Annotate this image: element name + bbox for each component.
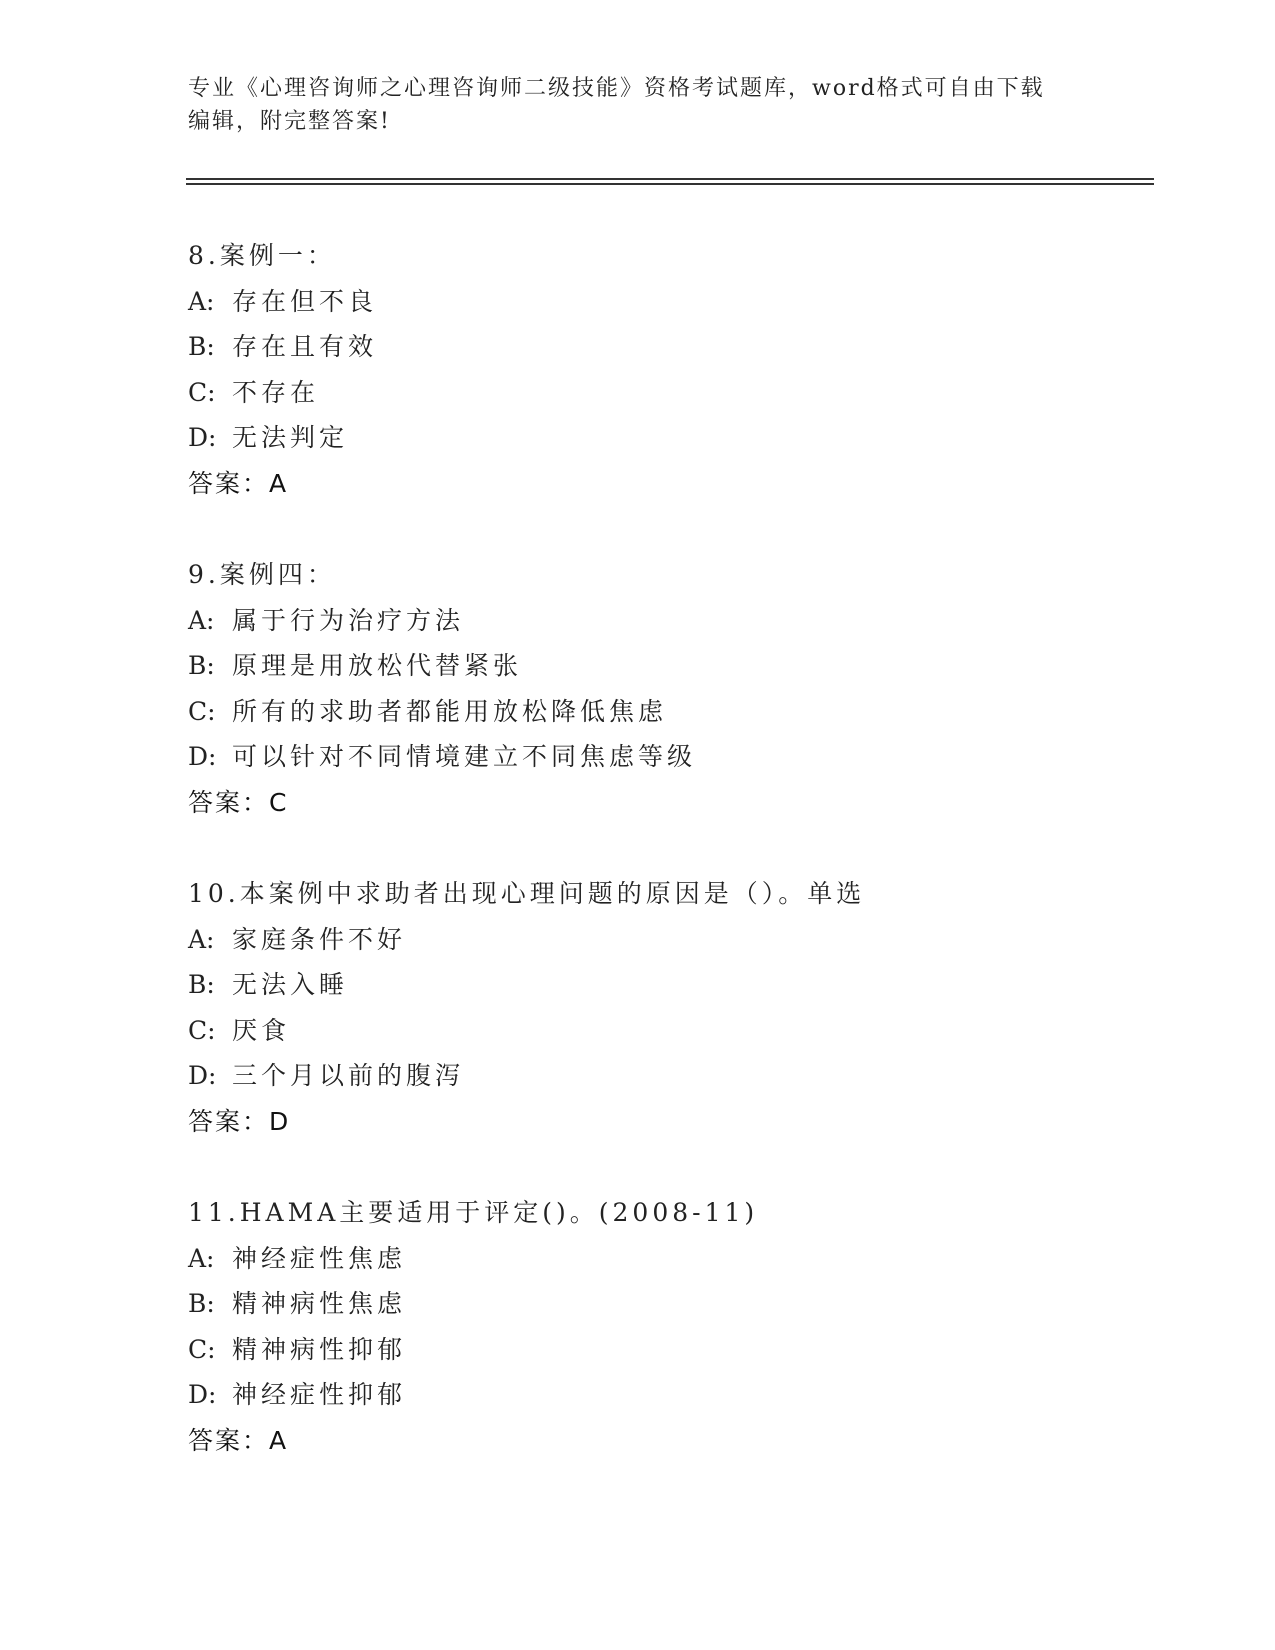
option-c: [188, 689, 1148, 735]
question-title: 8.案例一：: [188, 241, 336, 270]
option-text: 厌食: [232, 1015, 291, 1045]
option-letter: A:: [188, 924, 215, 954]
option-b: [188, 643, 1148, 689]
option-text: 存在且有效: [232, 332, 378, 361]
option-d: [188, 734, 1148, 780]
question-title: 10.本案例中求助者出现心理问题的原因是（）。单选: [188, 879, 866, 908]
option-letter: C:: [188, 696, 216, 726]
option-d: [188, 1372, 1148, 1418]
option-text: 家庭条件不好: [232, 924, 407, 954]
option-a: [188, 598, 1148, 644]
option-d: [188, 415, 1148, 461]
document-header: [188, 72, 1088, 138]
option-c: [188, 1008, 1148, 1054]
option-letter: B:: [188, 332, 215, 361]
option-letter: C:: [188, 377, 216, 407]
option-a: [188, 1236, 1148, 1282]
option-text: 原理是用放松代替紧张: [232, 651, 523, 680]
option-letter: A:: [188, 605, 215, 635]
question-block: [188, 1190, 1148, 1463]
option-letter: B:: [188, 651, 215, 680]
option-text: 精神病性抑郁: [232, 1334, 407, 1364]
option-text: 无法入睡: [232, 970, 349, 999]
option-letter: D:: [188, 742, 217, 771]
answer-line: 答案：D: [188, 1106, 291, 1136]
option-letter: C:: [188, 1334, 216, 1364]
answer-line: 答案：A: [188, 468, 289, 498]
answer-line: 答案：C: [188, 787, 289, 817]
option-text: 三个月以前的腹泻: [232, 1061, 465, 1090]
option-text: 存在但不良: [232, 286, 378, 316]
question-block: [188, 233, 1148, 506]
option-b: [188, 962, 1148, 1008]
option-letter: B:: [188, 970, 215, 999]
header-line-1: 专业《心理咨询师之心理咨询师二级技能》资格考试题库，word格式可自由下载: [188, 76, 1045, 101]
header-divider-bottom: [186, 183, 1154, 185]
option-letter: A:: [188, 286, 215, 316]
option-text: 所有的求助者都能用放松降低焦虑: [232, 696, 668, 726]
option-c: [188, 370, 1148, 416]
option-letter: D:: [188, 1380, 217, 1409]
answer-line: 答案：A: [188, 1425, 289, 1455]
option-text: 无法判定: [232, 423, 349, 452]
question-block: [188, 871, 1148, 1144]
option-b: [188, 1281, 1148, 1327]
option-text: 不存在: [232, 377, 320, 407]
option-a: [188, 279, 1148, 325]
option-text: 神经症性焦虑: [232, 1243, 407, 1273]
option-letter: D:: [188, 423, 217, 452]
option-d: [188, 1053, 1148, 1099]
option-text: 可以针对不同情境建立不同焦虑等级: [232, 742, 697, 771]
option-a: [188, 917, 1148, 963]
option-c: [188, 1327, 1148, 1373]
option-letter: B:: [188, 1289, 215, 1318]
option-b: [188, 324, 1148, 370]
question-title: 11.HAMA主要适用于评定()。(2008-11): [188, 1198, 759, 1227]
option-letter: A:: [188, 1243, 215, 1273]
option-text: 属于行为治疗方法: [232, 605, 465, 635]
option-letter: D:: [188, 1061, 217, 1090]
header-line-2: 编辑，附完整答案!: [188, 109, 391, 134]
option-text: 神经症性抑郁: [232, 1380, 407, 1409]
question-title: 9.案例四：: [188, 560, 336, 589]
option-letter: C:: [188, 1015, 216, 1045]
question-block: [188, 552, 1148, 825]
header-divider-top: [186, 178, 1154, 180]
option-text: 精神病性焦虑: [232, 1289, 407, 1318]
